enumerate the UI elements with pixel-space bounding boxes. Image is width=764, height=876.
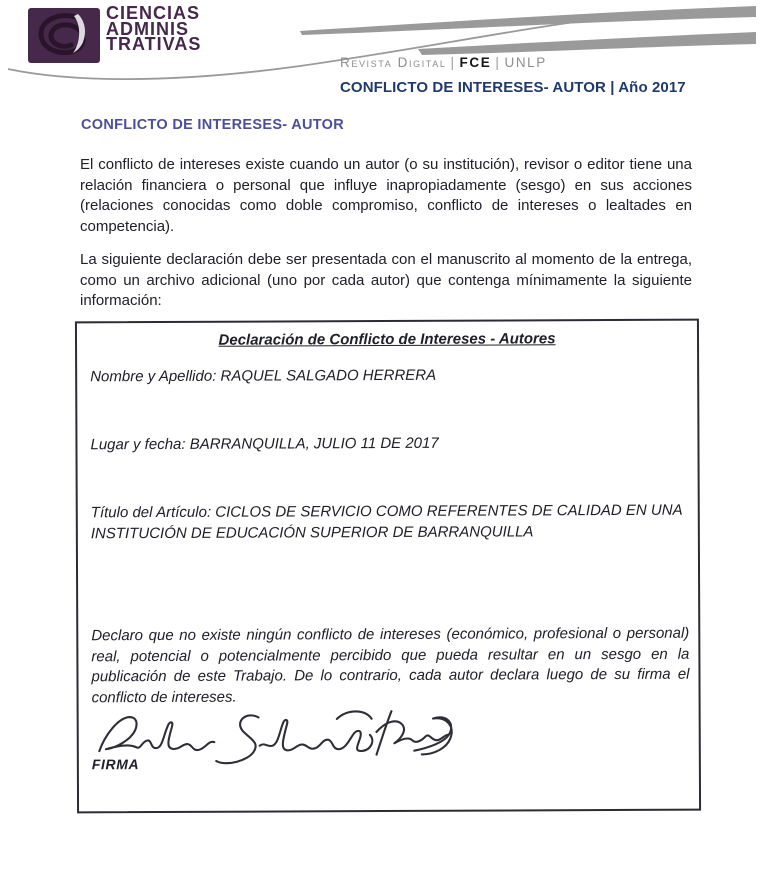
article-title-label: Título del Artículo: [90, 503, 212, 522]
article-title-field [91, 501, 687, 545]
place-date-field [90, 433, 686, 456]
ciencias-administrativas-logo-icon [28, 8, 100, 63]
name-value: RAQUEL SALGADO HERRERA [220, 366, 437, 385]
instructions-paragraph: La siguiente declaración debe ser presentada con el manuscrito al momento de la entrega, como un archivo adicional (uno por cada autor) que contenga mínimamente la siguiente información: [80, 251, 692, 309]
logo-line-1: CIENCIAS [106, 3, 201, 23]
intro-paragraph: El conflicto de intereses existe cuando un autor (o su institución), revisor o editor tiene una relación financiera o personal que influye inapropiadamente (sesgo) en sus acciones (relaciones conocidas como doble compromiso, conflicto de intereses o lealtades en competencia). [80, 156, 692, 235]
place-date-label: Lugar y fecha: [90, 435, 186, 454]
separator: | [450, 55, 456, 70]
name-label: Nombre y Apellido: [90, 367, 217, 386]
declaration-statement: Declaro que no existe ningún conflicto de intereses (económico, profesional o personal) real, potencial o potencialmente percibido que pueda resultar en un sesgo en la publicación de este Trabajo. De lo contrario, cada autor declara luego de su firma el conflicto de intereses. [91, 624, 690, 706]
logo-wordmark [106, 3, 202, 54]
article-title-value: CICLOS DE SERVICIO COMO REFERENTES DE CALIDAD EN UNA INSTITUCIÓN DE EDUCACIÓN SUPERIOR DE BARRANQUILLA [90, 501, 683, 542]
declaration-title: Declaración de Conflicto de Intereses - Autores [218, 330, 556, 349]
signature-image [89, 698, 457, 766]
place-date-value: BARRANQUILLA, JULIO 11 DE 2017 [189, 434, 439, 453]
journal-unlp: UNLP [504, 55, 547, 70]
declaration-box [75, 319, 701, 814]
journal-fce: FCE [459, 55, 492, 70]
journal-masthead [340, 55, 547, 70]
section-heading: CONFLICTO DE INTERESES- AUTOR [81, 117, 345, 133]
journal-name: Revista Digital [340, 55, 447, 70]
logo-line-2: ADMINIS [106, 18, 189, 39]
signature-label: FIRMA [91, 756, 140, 773]
separator: | [495, 55, 501, 70]
logo-line-3: TRATIVAS [106, 34, 202, 54]
document-header-title: CONFLICTO DE INTERESES- AUTOR | Año 2017 [340, 79, 686, 96]
name-field [90, 365, 686, 388]
